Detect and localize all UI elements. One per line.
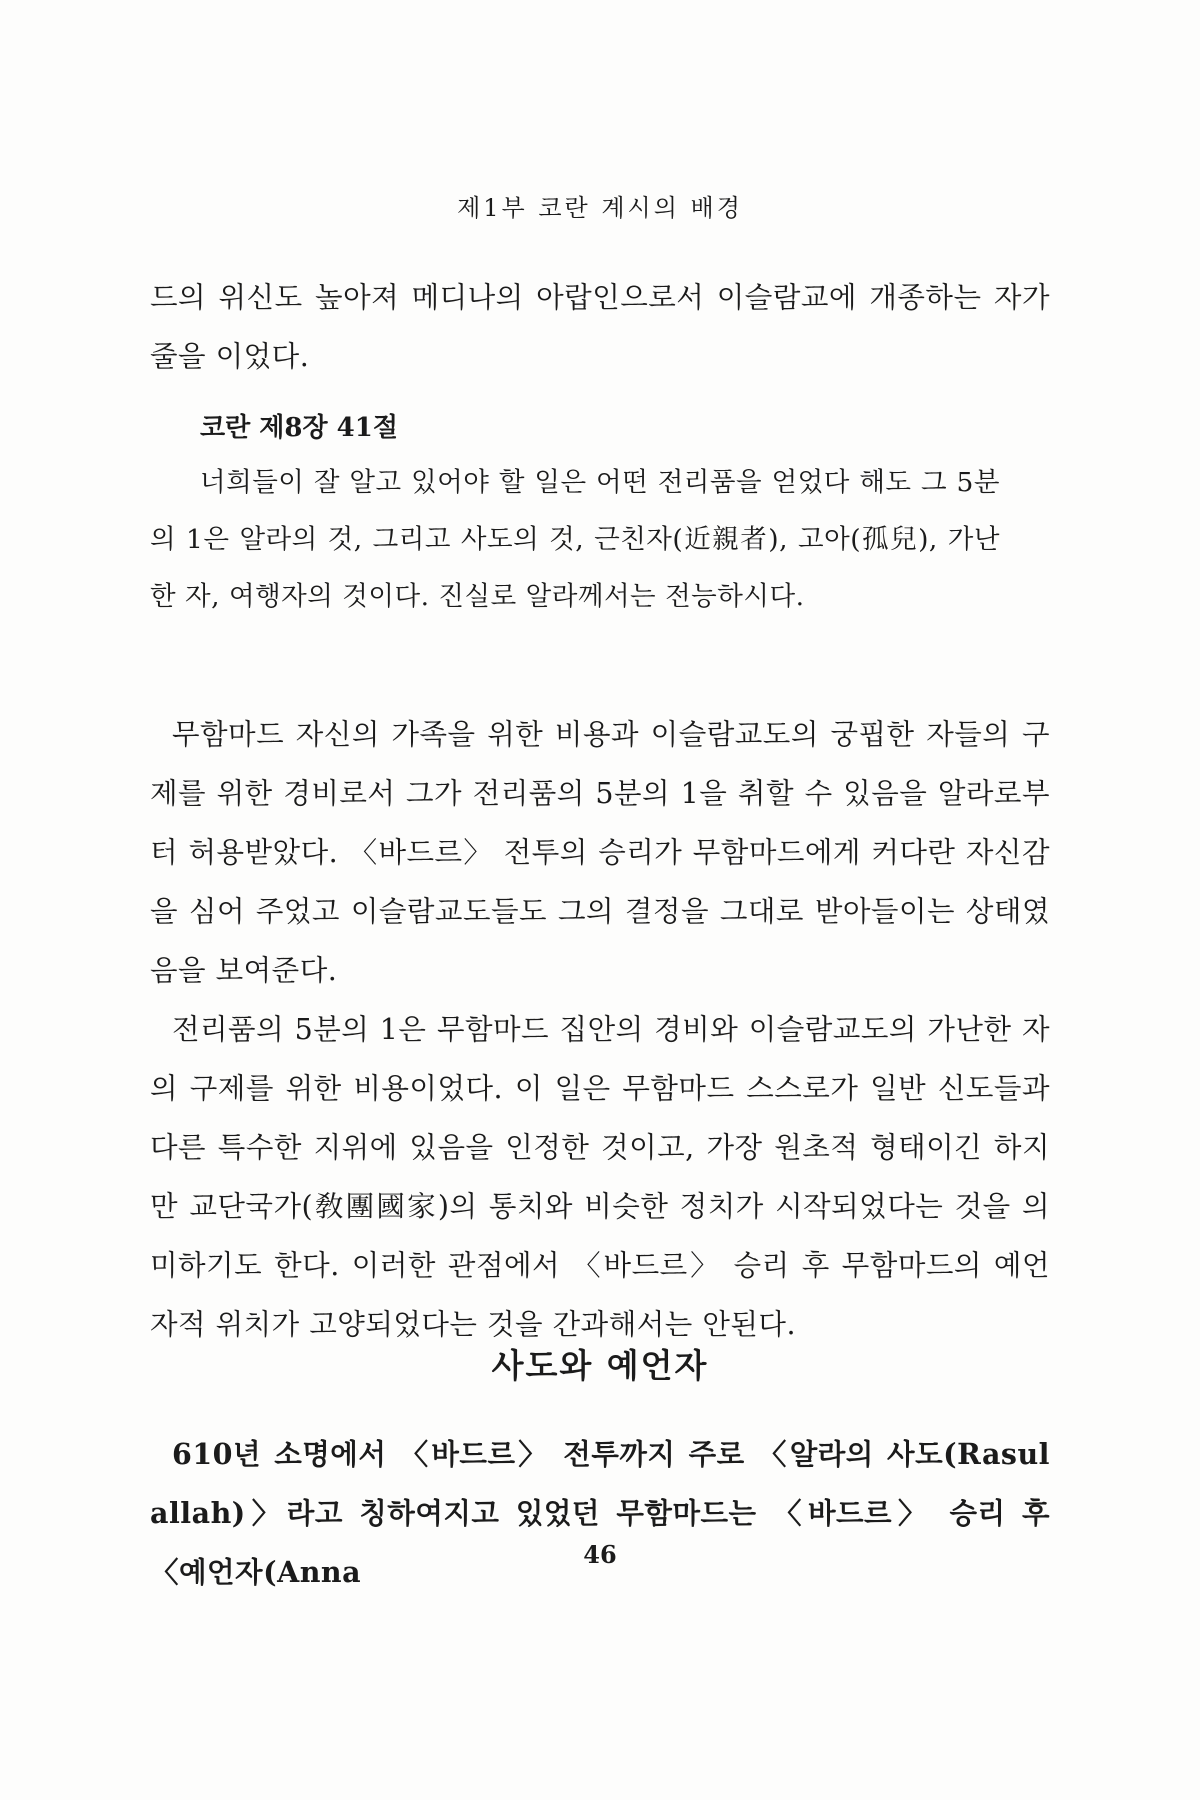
running-head: 제1부 코란 계시의 배경: [457, 194, 743, 222]
quran-quote-block: [150, 402, 1000, 625]
section-title: 사도와 예언자: [491, 1346, 709, 1385]
quote-text: 너희들이 잘 알고 있어야 할 일은 어떤 전리품을 얻었다 해도 그 5분의 1은 알라의 것, 그리고 사도의 것, 근친자(近親者), 고아(孤兒), 가난한 자, 여행자의 것이다. 진실로 알라께서는 전능하시다.: [150, 467, 1000, 612]
body-paragraph: 610년 소명에서 〈바드르〉 전투까지 주로 〈알라의 사도(Rasul allah)〉라고 칭하여지고 있었던 무함마드는 〈바드르〉 승리 후 〈예언자(Anna: [150, 1437, 1050, 1589]
page-number: 46: [583, 1540, 617, 1569]
body-paragraph: 전리품의 5분의 1은 무함마드 집안의 경비와 이슬람교도의 가난한 자의 구제를 위한 비용이었다. 이 일은 무함마드 스스로가 일반 신도들과 다른 특수한 지위에 있음을 인정한 것이고, 가장 원초적 형태이긴 하지만 교단국가(敎團國家)의 통치와 비슷한 정치가 시작되었다는 것을 의미하기도 한다. 이러한 관점에서 〈바드르〉 승리 후 무함마드의 예언자적 위치가 고양되었다는 것을 간과해서는 안된다.: [150, 1013, 1050, 1341]
quote-heading: 코란 제8장 41절: [200, 413, 398, 443]
body-text-block: [150, 705, 1050, 1354]
paragraph-continuation: [150, 268, 1050, 386]
body-paragraph: 드의 위신도 높아져 메디나의 아랍인으로서 이슬람교에 개종하는 자가 줄을 이었다.: [150, 281, 1050, 373]
body-paragraph: 무함마드 자신의 가족을 위한 비용과 이슬람교도의 궁핍한 자들의 구제를 위한 경비로서 그가 전리품의 5분의 1을 취할 수 있음을 알라로부터 허용받았다. 〈바드르〉 전투의 승리가 무함마드에게 커다란 자신감을 심어 주었고 이슬람교도들도 그의 결정을 그대로 받아들이는 상태였음을 보여준다.: [150, 718, 1050, 987]
section-body-block: [150, 1425, 1050, 1602]
